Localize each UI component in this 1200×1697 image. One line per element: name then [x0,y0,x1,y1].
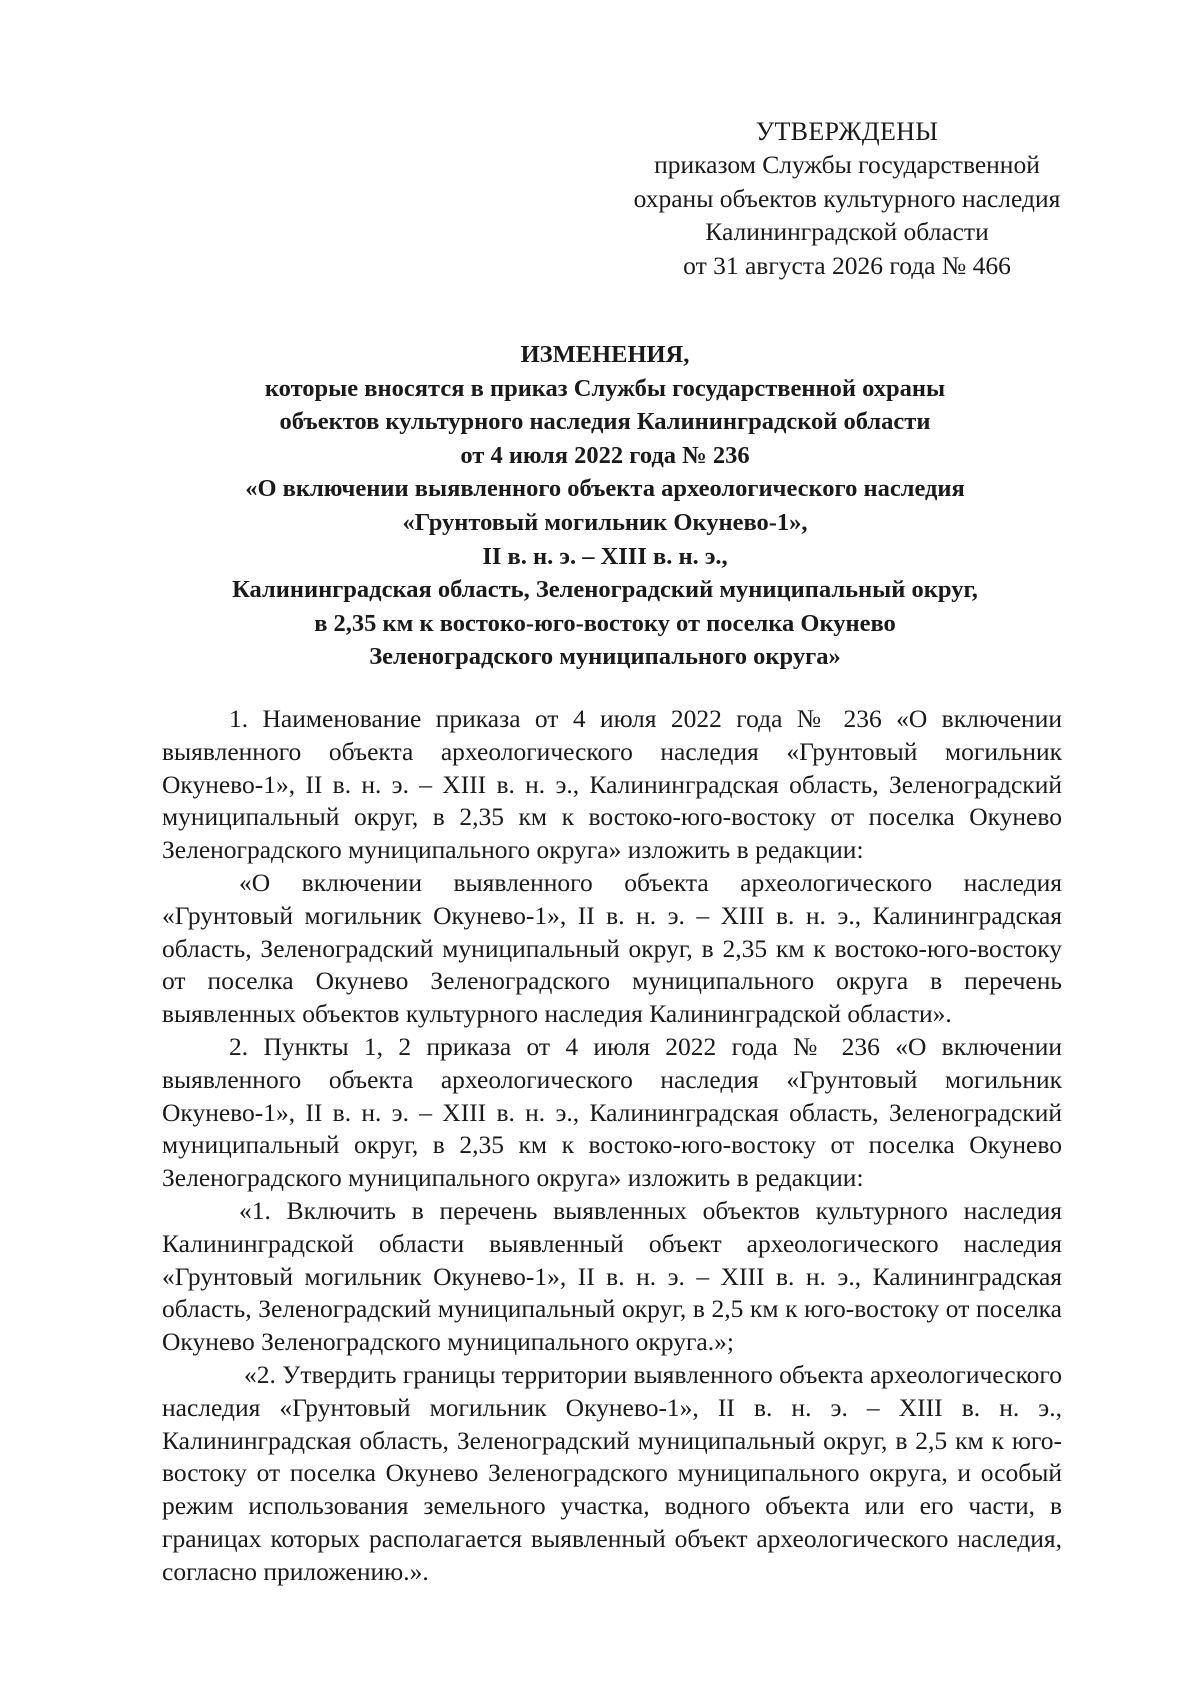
quoted-paragraph-item-2: «2. Утвердить границы территории выявленного объекта археологического наследия «Грунтовый могильник Окунево-1», II в. н. э. – XIII в. н. э., Калининградская область, Зеленоградский муниципальный округ, в 2,5 км к юго-востоку от поселка Окунево Зеленоградского муниципального округа, и особый режим использования земельного участка, водного объекта или его части, в границах которых располагается выявленный объект археологического наследия, согласно приложению.». [162,1359,1062,1586]
approval-line: Калининградской области [705,217,989,247]
approval-block [612,115,1082,282]
quoted-paragraph-new-title: «О включении выявленного объекта археологического наследия «Грунтовый могильник Окунево-1», II в. н. э. – XIII в. н. э., Калининградская область, Зеленоградский муниципальный округ, в 2,35 км к востоко-юго-востоку от поселка Окунево Зеленоградского муниципального округа в перечень выявленных объектов культурного наследия Калининградской области». [162,867,1062,1029]
quoted-paragraph-item-1: «1. Включить в перечень выявленных объектов культурного наследия Калининградской области выявленный объект археологического наследия «Грунтовый могильник Окунево-1», II в. н. э. – XIII в. н. э., Калининградская область, Зеленоградский муниципальный округ, в 2,5 км к юго-востоку от поселка Окунево Зеленоградского муниципального округа.»; [162,1195,1062,1357]
title-line: от 4 июля 2022 года № 236 [460,441,750,469]
title-line: которые вносятся в приказ Службы государственной охраны [264,374,946,402]
approval-heading: УТВЕРЖДЕНЫ [755,117,939,146]
title-line: Зеленоградского муниципального округа» [369,643,841,671]
title-line: «О включении выявленного объекта археологического наследия [245,475,965,503]
title-line: «Грунтовый могильник Окунево-1», [402,508,808,536]
document-body [162,703,1062,1589]
approval-line: охраны объектов культурного наследия [633,183,1061,213]
paragraph-2: 2. Пункты 1, 2 приказа от 4 июля 2022 года № 236 «О включении выявленного объекта археологического наследия «Грунтовый могильник Окунево-1», II в. н. э. – XIII в. н. э., Калининградская область, Зеленоградский муниципальный округ, в 2,35 км к востоко-юго-востоку от поселка Окунево Зеленоградского муниципального округа» изложить в редакции: [162,1031,1062,1193]
title-heading: ИЗМЕНЕНИЯ, [520,341,690,368]
title-line: объектов культурного наследия Калининградской области [279,408,931,436]
title-line: в 2,35 км к востоко-юго-востоку от поселка Окунево [314,609,896,637]
title-line: II в. н. э. – XIII в. н. э., [482,542,728,570]
approval-date-line: от 31 августа 2026 года № 466 [683,250,1011,280]
document-title [150,338,1060,674]
title-line: Калининградская область, Зеленоградский муниципальный округ, [232,576,978,604]
approval-line: приказом Службы государственной [654,150,1040,180]
paragraph-1: 1. Наименование приказа от 4 июля 2022 года № 236 «О включении выявленного объекта археологического наследия «Грунтовый могильник Окунево-1», II в. н. э. – XIII в. н. э., Калининградская область, Зеленоградский муниципальный округ, в 2,35 км к востоко-юго-востоку от поселка Окунево Зеленоградского муниципального округа» изложить в редакции: [162,704,1062,865]
